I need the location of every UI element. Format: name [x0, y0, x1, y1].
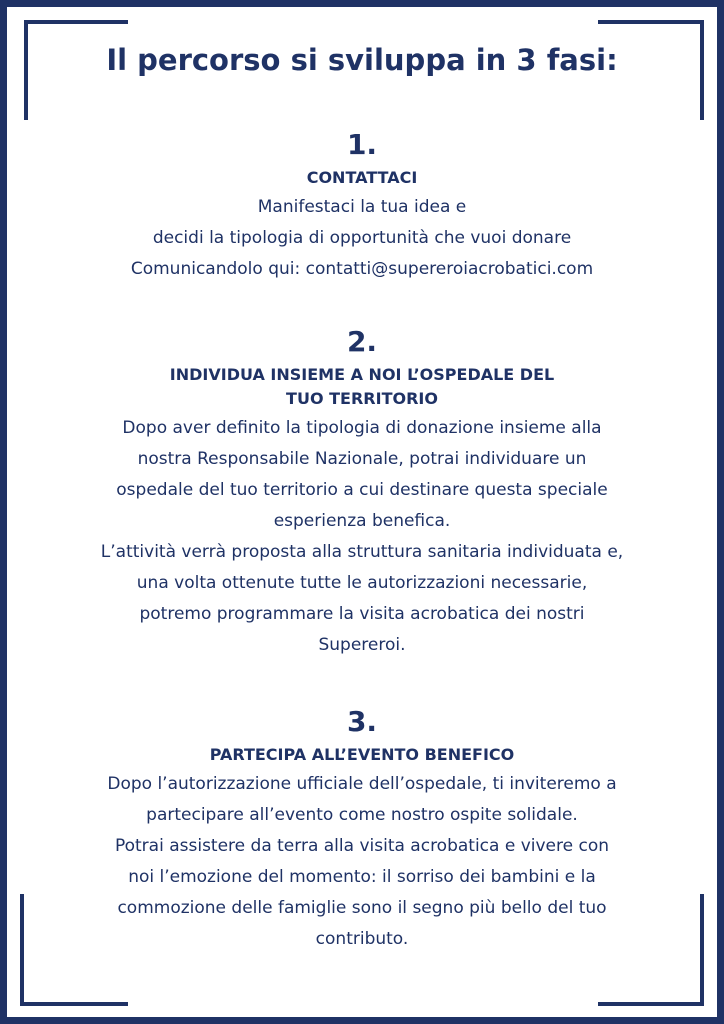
body-line: noi l’emozione del momento: il sorriso dei bambini e la: [128, 867, 596, 887]
phase-heading: [24, 743, 700, 767]
page-title: Il percorso si sviluppa in 3 fasi:: [106, 43, 618, 77]
body-line: esperienza benefica.: [273, 511, 451, 531]
phase-heading: [24, 363, 700, 411]
body-line: Dopo aver definito la tipologia di donazione insieme alla: [122, 418, 602, 438]
document-content: [24, 40, 700, 955]
phase-heading-line: PARTECIPA ALL’EVENTO BENEFICO: [209, 745, 515, 764]
phase-1: [24, 128, 700, 285]
body-line: partecipare all’evento come nostro ospite solidale.: [146, 805, 578, 825]
body-line: Dopo l’autorizzazione ufficiale dell’ospedale, ti inviteremo a: [107, 774, 617, 794]
phase-number: 2.: [346, 325, 378, 358]
phase-body: [24, 413, 700, 661]
body-line: Potrai assistere da terra alla visita acrobatica e vivere con: [114, 836, 610, 856]
phase-number: 1.: [346, 128, 378, 161]
body-line: decidi la tipologia di opportunità che vuoi donare: [152, 228, 572, 248]
phase-heading-line: INDIVIDUA INSIEME A NOI L’OSPEDALE DEL: [169, 365, 555, 384]
body-line: nostra Responsabile Nazionale, potrai individuare un: [137, 449, 587, 469]
spacer: [24, 661, 700, 705]
phase-number: 3.: [346, 705, 378, 738]
phase-body: [24, 769, 700, 955]
phase-heading-line: CONTATTACI: [306, 168, 418, 187]
phase-body: [24, 192, 700, 285]
body-line: una volta ottenute tutte le autorizzazioni necessarie,: [136, 573, 588, 593]
body-line: L’attività verrà proposta alla struttura sanitaria individuata e,: [100, 542, 624, 562]
body-line: contributo.: [315, 929, 409, 949]
body-line: ospedale del tuo territorio a cui destinare questa speciale: [116, 480, 608, 500]
phase-3: [24, 705, 700, 955]
body-line: Comunicandolo qui: contatti@supereroiacrobatici.com: [130, 259, 594, 279]
body-line: Supereroi.: [318, 635, 406, 655]
phase-heading-line: TUO TERRITORIO: [286, 389, 438, 408]
body-line: potremo programmare la visita acrobatica dei nostri: [139, 604, 585, 624]
spacer: [24, 285, 700, 325]
body-line: commozione delle famiglie sono il segno più bello del tuo: [117, 898, 607, 918]
phase-2: [24, 325, 700, 661]
body-line: Manifestaci la tua idea e: [257, 197, 467, 217]
phase-heading: [24, 166, 700, 190]
